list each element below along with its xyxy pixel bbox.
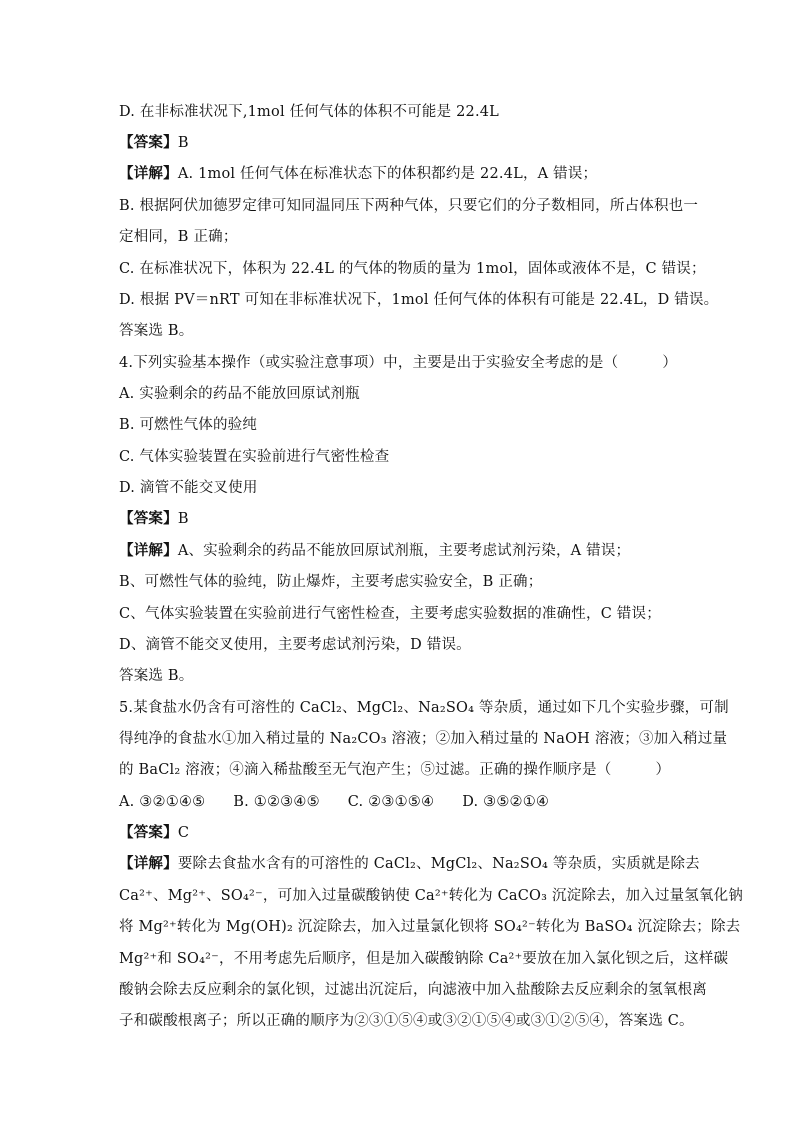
- q4-stem: 4.下列实验基本操作（或实验注意事项）中，主要是出于实验安全考虑的是（ ）: [119, 355, 678, 371]
- q5-stem-line3: 的 BaCl₂ 溶液；④滴入稀盐酸至无气泡产生；⑤过滤。正确的操作顺序是（ ）: [119, 762, 671, 778]
- q5-detail-line3: 将 Mg²⁺转化为 Mg(OH)₂ 沉淀除去，加入过量氯化钡将 SO₄²⁻转化为 BaSO₄ 沉淀除去；除去: [119, 919, 741, 935]
- q3-detail-b-line1: B. 根据阿伏加德罗定律可知同温同压下两种气体，只要它们的分子数相同，所占体积也一: [119, 198, 699, 214]
- q5-stem-line1: 5.某食盐水仍含有可溶性的 CaCl₂、MgCl₂、Na₂SO₄ 等杂质，通过如下几个实验步骤，可制: [119, 700, 729, 716]
- detail-label: 【详解】: [119, 165, 178, 182]
- q3-detail-b-line2: 定相同，B 正确；: [119, 229, 238, 245]
- answer-label: 【答案】: [119, 510, 178, 527]
- answer-value: C: [177, 825, 190, 841]
- q4-option-b: B. 可燃性气体的验纯: [119, 417, 258, 433]
- q5-detail-line2: Ca²⁺、Mg²⁺、SO₄²⁻，可加入过量碳酸钠使 Ca²⁺转化为 CaCO₃ 沉淀除去，加入过量氢氧化钠: [119, 888, 744, 904]
- q4-option-d: D. 滴管不能交叉使用: [119, 480, 258, 496]
- q5-stem-line2: 得纯净的食盐水①加入稍过量的 Na₂CO₃ 溶液；②加入稍过量的 NaOH 溶液；③加入稍过量: [119, 731, 728, 747]
- q4-answer: [119, 509, 679, 529]
- q4-option-c: C. 气体实验装置在实验前进行气密性检查: [119, 449, 390, 465]
- q5-detail-line6: 子和碳酸根离子；所以正确的顺序为②③①⑤④或③②①⑤④或③①②⑤④，答案选 C。: [119, 1013, 694, 1029]
- detail-text: A、实验剩余的药品不能放回原试剂瓶，主要考虑试剂污染，A 错误；: [177, 543, 631, 559]
- q5-detail-line5: 酸钠会除去反应剩余的氯化钡，过滤出沉淀后，向滤液中加入盐酸除去反应剩余的氢氧根离: [119, 982, 707, 998]
- q4-detail-b: B、可燃性气体的验纯，防止爆炸，主要考虑实验安全，B 正确；: [119, 574, 543, 590]
- q5-detail-line1: [119, 854, 700, 874]
- q3-option-d: D. 在非标准状况下,1mol 任何气体的体积不可能是 22.4L: [119, 104, 500, 120]
- answer-value: B: [177, 135, 189, 151]
- detail-label: 【详解】: [119, 542, 178, 559]
- q3-answer: [119, 133, 679, 153]
- answer-label: 【答案】: [119, 824, 178, 841]
- q3-detail-a: [119, 164, 679, 184]
- q5-option-c: C. ②③①⑤④: [347, 794, 435, 810]
- q3-detail-c: C. 在标准状况下，体积为 22.4L 的气体的物质的量为 1mol，固体或液体不是，C 错误；: [119, 261, 706, 277]
- q5-option-a: A. ③②①④⑤: [119, 794, 206, 810]
- answer-label: 【答案】: [119, 134, 178, 151]
- q5-detail-line4: Mg²⁺和 SO₄²⁻，不用考虑先后顺序，但是加入碳酸钠除 Ca²⁺要放在加入氯化钡之后，这样碳: [119, 951, 729, 967]
- detail-text: A. 1mol 任何气体在标准状态下的体积都约是 22.4L，A 错误；: [177, 166, 598, 182]
- q4-conclusion: 答案选 B。: [119, 668, 194, 684]
- q5-option-b: B. ①②③④⑤: [233, 794, 320, 810]
- q4-detail-c: C、气体实验装置在实验前进行气密性检查，主要考虑实验数据的准确性，C 错误；: [119, 606, 661, 622]
- q4-detail-d: D、滴管不能交叉使用，主要考虑试剂污染，D 错误。: [119, 637, 471, 653]
- q5-answer: [119, 823, 679, 843]
- q4-detail-a: [119, 541, 679, 561]
- q4-option-a: A. 实验剩余的药品不能放回原试剂瓶: [119, 386, 360, 402]
- detail-label: 【详解】: [119, 855, 178, 872]
- q5-option-d: D. ③⑤②①④: [462, 794, 550, 810]
- q3-detail-d: D. 根据 PV＝nRT 可知在非标准状况下，1mol 任何气体的体积有可能是 22.4L，D 错误。: [119, 292, 719, 308]
- answer-value: B: [177, 511, 189, 527]
- detail-text: 要除去食盐水含有的可溶性的 CaCl₂、MgCl₂、Na₂SO₄ 等杂质，实质就是除去: [177, 856, 700, 872]
- q3-conclusion: 答案选 B。: [119, 323, 194, 339]
- q5-options: [119, 792, 679, 812]
